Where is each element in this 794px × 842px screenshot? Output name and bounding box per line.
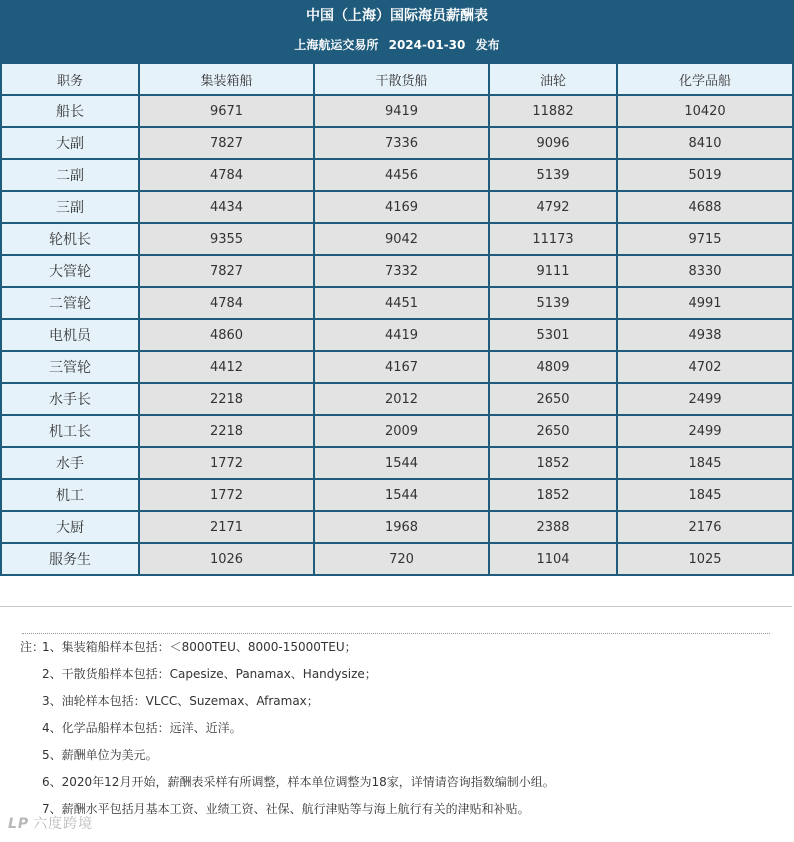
salary-cell: 9042 (314, 223, 489, 255)
salary-cell: 5139 (489, 287, 617, 319)
salary-cell: 9355 (139, 223, 314, 255)
column-header: 职务 (1, 63, 139, 95)
salary-cell: 4412 (139, 351, 314, 383)
table-row (1, 351, 793, 383)
salary-cell: 1026 (139, 543, 314, 575)
table-row (1, 543, 793, 575)
salary-cell: 8330 (617, 255, 793, 287)
salary-cell: 4456 (314, 159, 489, 191)
role-cell: 大厨 (1, 511, 139, 543)
role-cell: 水手 (1, 447, 139, 479)
salary-cell: 2176 (617, 511, 793, 543)
salary-cell: 9671 (139, 95, 314, 127)
salary-cell: 1104 (489, 543, 617, 575)
role-cell: 三管轮 (1, 351, 139, 383)
note-line (20, 719, 242, 736)
salary-cell: 2499 (617, 415, 793, 447)
table-row (1, 223, 793, 255)
note-text: 4、化学品船样本包括：远洋、近洋。 (42, 721, 242, 735)
salary-cell: 1025 (617, 543, 793, 575)
salary-cell: 9715 (617, 223, 793, 255)
role-cell: 三副 (1, 191, 139, 223)
table-row (1, 287, 793, 319)
salary-cell: 7827 (139, 255, 314, 287)
salary-cell: 2171 (139, 511, 314, 543)
salary-cell: 4860 (139, 319, 314, 351)
role-cell: 大副 (1, 127, 139, 159)
salary-cell: 5301 (489, 319, 617, 351)
role-cell: 轮机长 (1, 223, 139, 255)
salary-cell: 4784 (139, 287, 314, 319)
salary-cell: 7827 (139, 127, 314, 159)
salary-cell: 1544 (314, 479, 489, 511)
salary-cell: 1544 (314, 447, 489, 479)
salary-cell: 4809 (489, 351, 617, 383)
salary-cell: 1845 (617, 447, 793, 479)
salary-cell: 1968 (314, 511, 489, 543)
column-header: 集装箱船 (139, 63, 314, 95)
salary-cell: 2499 (617, 383, 793, 415)
table-row (1, 511, 793, 543)
salary-cell: 4451 (314, 287, 489, 319)
table-body (1, 95, 793, 575)
salary-cell: 4419 (314, 319, 489, 351)
salary-cell: 9111 (489, 255, 617, 287)
salary-cell: 10420 (617, 95, 793, 127)
release-label: 发布 (475, 38, 500, 52)
role-cell: 二副 (1, 159, 139, 191)
note-text: 1、集装箱船样本包括：＜8000TEU、8000-15000TEU； (42, 640, 357, 654)
table-row (1, 447, 793, 479)
table-row (1, 383, 793, 415)
salary-cell: 5139 (489, 159, 617, 191)
salary-cell: 1845 (617, 479, 793, 511)
role-cell: 大管轮 (1, 255, 139, 287)
salary-cell: 2012 (314, 383, 489, 415)
salary-cell: 5019 (617, 159, 793, 191)
table-row (1, 159, 793, 191)
column-header: 化学品船 (617, 63, 793, 95)
watermark-text: 六度跨境 (33, 816, 94, 832)
watermark-logo: LP (8, 816, 30, 832)
salary-cell: 1852 (489, 447, 617, 479)
publish-date: 2024-01-30 (388, 38, 466, 52)
watermark (8, 813, 93, 833)
note-line (20, 746, 158, 763)
table-row (1, 191, 793, 223)
note-line (20, 638, 357, 655)
note-text: 2、干散货船样本包括：Capesize、Panamax、Handysize； (42, 667, 377, 681)
table-row (1, 319, 793, 351)
role-cell: 船长 (1, 95, 139, 127)
salary-cell: 4792 (489, 191, 617, 223)
salary-cell: 9096 (489, 127, 617, 159)
note-line (20, 692, 319, 709)
table-header (0, 0, 794, 62)
table-row (1, 127, 793, 159)
salary-cell: 7332 (314, 255, 489, 287)
note-prefix: 注： (20, 640, 45, 654)
salary-cell: 2218 (139, 383, 314, 415)
salary-cell: 4938 (617, 319, 793, 351)
salary-cell: 1772 (139, 479, 314, 511)
publish-line (0, 36, 794, 53)
note-line (20, 773, 555, 790)
salary-cell: 4784 (139, 159, 314, 191)
salary-cell: 2009 (314, 415, 489, 447)
note-text: 5、薪酬单位为美元。 (42, 748, 158, 762)
table-row (1, 95, 793, 127)
notes-section (0, 606, 792, 842)
table-row (1, 415, 793, 447)
salary-cell: 7336 (314, 127, 489, 159)
salary-cell: 11173 (489, 223, 617, 255)
table-row (1, 255, 793, 287)
role-cell: 水手长 (1, 383, 139, 415)
salary-cell: 2650 (489, 415, 617, 447)
note-line (20, 665, 377, 682)
column-header: 干散货船 (314, 63, 489, 95)
salary-cell: 2218 (139, 415, 314, 447)
role-cell: 电机员 (1, 319, 139, 351)
salary-cell: 8410 (617, 127, 793, 159)
salary-cell: 11882 (489, 95, 617, 127)
salary-cell: 2650 (489, 383, 617, 415)
salary-cell: 4688 (617, 191, 793, 223)
salary-cell: 1852 (489, 479, 617, 511)
salary-cell: 720 (314, 543, 489, 575)
salary-cell: 4169 (314, 191, 489, 223)
salary-cell: 9419 (314, 95, 489, 127)
table-header-row (1, 63, 793, 95)
salary-cell: 4167 (314, 351, 489, 383)
note-text: 7、薪酬水平包括月基本工资、业绩工资、社保、航行津贴等与海上航行有关的津贴和补贴。 (42, 802, 530, 816)
page-title: 中国（上海）国际海员薪酬表 (306, 8, 488, 24)
salary-cell: 2388 (489, 511, 617, 543)
salary-cell: 4991 (617, 287, 793, 319)
salary-cell: 4434 (139, 191, 314, 223)
role-cell: 服务生 (1, 543, 139, 575)
salary-table (0, 62, 794, 576)
publisher: 上海航运交易所 (294, 38, 379, 52)
salary-cell: 4702 (617, 351, 793, 383)
note-text: 6、2020年12月开始，薪酬表采样有所调整，样本单位调整为18家，详情请咨询指数编制小组。 (42, 775, 555, 789)
role-cell: 机工 (1, 479, 139, 511)
note-text: 3、油轮样本包括：VLCC、Suzemax、Aframax； (42, 694, 319, 708)
table-row (1, 479, 793, 511)
salary-cell: 1772 (139, 447, 314, 479)
divider (22, 633, 770, 634)
note-line (20, 800, 530, 817)
role-cell: 二管轮 (1, 287, 139, 319)
role-cell: 机工长 (1, 415, 139, 447)
column-header: 油轮 (489, 63, 617, 95)
